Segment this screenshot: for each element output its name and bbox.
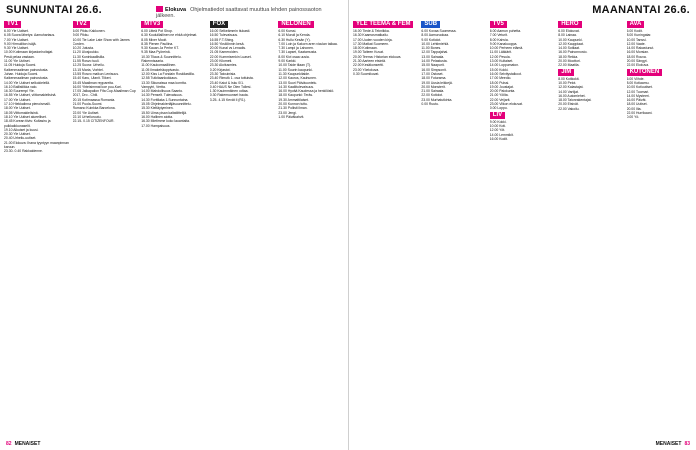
program-entry: 23.00 Viikon elokuvat. xyxy=(489,102,523,107)
program-entry: 14.00 Loppumaton. xyxy=(489,63,520,68)
program-entry: 22.10 Urheiluruutu. xyxy=(72,114,102,119)
program-entry: Juhan. Huiduja Suomi. xyxy=(4,71,39,76)
schedule-columns xyxy=(4,20,344,436)
program-entry: 0.30 Suomikuvat. xyxy=(353,71,380,76)
program-entry: 14.00 Pelastusta. xyxy=(421,59,448,64)
program-entry: 16.00 Selkeämmin tiukasti. xyxy=(209,29,251,33)
program-entry: 17.10 Hiekkalinna pienoismalli. xyxy=(4,102,51,107)
program-entry: 9.00 Kokki. xyxy=(489,119,507,124)
schedule-column xyxy=(210,20,276,436)
program-entry: 10.00 Kotiuutiset. xyxy=(626,85,653,90)
channel-heading: TV5 xyxy=(490,21,507,28)
program-entry: Kaikenmaailman painostusta. xyxy=(4,67,49,72)
program-entry: 20.00 Monsterit. xyxy=(421,84,446,89)
program-entry: 22.00 Vakoilu. xyxy=(558,106,580,111)
schedule-column xyxy=(558,20,623,436)
program-entry: 17.00 Hampaisuus. xyxy=(141,123,171,128)
program-entry: 10.30 Tilaus & Suunnittelu. xyxy=(141,54,182,59)
program-entry: 13.55 Rosvo maikun Lenisuus. xyxy=(72,71,119,76)
program-entry: 9.00 Kotiolot. xyxy=(421,37,442,42)
channel-heading: AVA xyxy=(627,21,645,28)
page-header xyxy=(6,4,342,18)
program-entry: 17.00 Meedio. xyxy=(489,76,512,81)
schedule-column xyxy=(353,20,418,436)
program-entry: Vampyiri, Vertta. xyxy=(141,84,166,89)
program-entry: 20.00 Moottori. xyxy=(558,59,581,64)
channel-heading: TV1 xyxy=(4,21,21,28)
program-entry: 16.55 Yle Uutiset, viittomakielisinä. xyxy=(4,93,57,98)
program-entry: 14.00 Yle Uutiset selkokielellä. xyxy=(4,80,50,85)
program-entry: 10.00 Perheen elämä. xyxy=(489,46,524,51)
program-entry: Rakennisaaria. xyxy=(141,59,164,64)
program-entry: 10.00 Tie Lake Late Show with James Corden. xyxy=(72,37,130,46)
program-entry: 22.15- 0.15 CITIZENFOUR. xyxy=(72,119,115,124)
page-footer xyxy=(6,441,40,447)
program-entry: 12.00 Kauppiaat. xyxy=(558,41,584,46)
program-entry: 6.00 Elokuvat. xyxy=(558,29,580,33)
channel-heading: NELONEN xyxy=(278,21,313,28)
program-entry: 16.00 Tiede & Tekniikka. xyxy=(353,29,390,33)
right-page xyxy=(348,0,696,450)
program-entry: 20.00 Kunal vs Lenadis. xyxy=(209,46,246,51)
program-entry: Rumano Kuinkka Barcelona. xyxy=(72,106,116,111)
program-entry: 20.15 Kotimaassa Romania. xyxy=(72,97,116,102)
program-entry: 20.30 Yle Uutiset. xyxy=(4,132,31,137)
program-entry: 11.05 Huiduja Suomi. xyxy=(4,63,37,68)
program-entry: 23.40 Rimutk 1. osa tuttuista. xyxy=(209,76,254,81)
program-entry: 18.00 Pulssi. xyxy=(489,80,510,85)
program-entry: 22.00 Hurrikaani. xyxy=(626,111,653,116)
program-entry: 16.00 Hyvää Kaudessa ja henkilöstö. xyxy=(278,89,335,94)
program-entry: 18.00 Uutiset. xyxy=(626,102,648,107)
program-entry: 6.00 Aamun puhetta. xyxy=(489,29,522,33)
program-entry: 9.00 Karkki. xyxy=(278,59,297,64)
program-entry: 12.55 Tutkitaankokkaus. xyxy=(141,76,178,81)
program-entry: 8.00 Kuningatar. xyxy=(626,33,652,38)
day-title: SUNNUNTAI 26.6. xyxy=(6,4,102,16)
page-number: 82 xyxy=(6,441,12,447)
program-entry: 12.00 Tuomari. xyxy=(626,89,650,94)
schedule-column xyxy=(421,20,486,436)
program-entry: 15.40 Karu, Ulanit. Tiikeri. xyxy=(72,76,112,81)
program-entry: 1.30 Kauimmäinen odtaa. xyxy=(209,89,249,94)
program-entry: 11.55 Rosvo tuuli. xyxy=(72,59,100,64)
program-entry: 19.00 Joustajat. xyxy=(489,84,514,89)
program-entry: 23.00 Jengi. xyxy=(278,110,297,115)
program-entry: 10.00 Kotimaan kirjastonhoitajat. xyxy=(4,50,54,55)
program-entry: 15.30 Kieltäytyminen. xyxy=(141,106,174,111)
program-entry: 17.00 Ostoset. xyxy=(421,71,444,76)
program-entry: 0.20 Kirjastot. xyxy=(209,67,231,72)
program-entry: 21.30 Aarteen etsintä. xyxy=(353,59,386,64)
program-entry: 13.00 Suuri Päiväuuntelu. xyxy=(278,80,318,85)
program-entry: 22.00 Yle Uutiset. xyxy=(72,110,100,115)
program-entry: 16.30 Mietimme koko lauantaita. xyxy=(141,119,191,124)
program-entry: 0.30 Rakemuunset hauta. xyxy=(209,93,249,98)
program-entry: 7.00 Loin ja Kakorn aren viculan taikaa. xyxy=(278,41,338,46)
schedule-column xyxy=(278,20,344,436)
program-entry: 22.00 Kesäkonsertti. xyxy=(353,63,384,68)
program-entry: 6.00 Litteä Pot Shop. xyxy=(141,29,173,33)
program-entry: 22.00 Veijarit. xyxy=(489,97,511,102)
program-entry: 9.30 Yle Uutiset. xyxy=(4,46,29,51)
program-entry: 20.00 Etsivät. xyxy=(558,102,579,107)
program-entry: 6.30 Kouluillallinen ne ehkä ohjelmat. xyxy=(141,33,198,38)
program-entry: 10.00 Kaupunki. xyxy=(558,37,583,42)
program-entry: 6.00 Pikku Kakkonen. xyxy=(72,29,106,33)
schedule-column xyxy=(490,20,555,436)
program-entry: 6.10 Muruli ja Kenda. xyxy=(278,33,311,38)
program-entry: 18.00 Talonrakentajat. xyxy=(558,98,592,103)
program-entry: 19.30 Ammattilaiset. xyxy=(278,97,309,102)
page-header xyxy=(355,4,690,18)
program-entry: 10.00 Taide tilaan (T). xyxy=(278,63,312,68)
program-entry: 14.00 Vartijat. xyxy=(558,89,579,94)
program-entry: 16.00 Päivät. xyxy=(626,98,647,103)
program-entry: 22.00 Elokuva. xyxy=(626,63,650,68)
channel-heading: KUTONEN xyxy=(627,69,663,76)
program-entry: 18.00 Kaupunki: Teräs. xyxy=(278,93,314,98)
program-entry: 23.30- 0.40 Rakkaidenne. xyxy=(4,149,43,154)
program-entry: 16.10 Ballistiikka valo. xyxy=(4,84,38,89)
program-entry: 9.00 Pikku. xyxy=(72,33,90,38)
program-entry: 23.30 Aloitusmies. xyxy=(209,63,238,68)
program-entry: 10.20 Jutusta. xyxy=(72,46,94,51)
schedule-column xyxy=(4,20,70,436)
program-entry: 0.00 Loppu. xyxy=(489,106,508,111)
program-entry: 14.00 Sotilaat. xyxy=(558,46,580,51)
program-entry: 18.45 Korean tiivis: Kultasiru ja pulkkaikkunaselit. xyxy=(4,119,51,128)
program-entry: 23.00 Murhatutkinta. xyxy=(421,97,453,102)
program-entry: 15.50 Uima pisan kaltatiittelijä. xyxy=(141,110,187,115)
magazine-name: MENAISET xyxy=(14,441,41,447)
program-entry: 11.00 Suurin kaupunki. xyxy=(278,67,313,72)
program-entry: 19.00 Taiteen Kuvat. xyxy=(353,50,384,55)
program-entry: 10.00 Tanssi. xyxy=(626,37,647,42)
magazine-name: MENAISET xyxy=(655,441,682,447)
program-entry: 0.40 HAUS Ne Olen Tollesi. xyxy=(209,84,252,89)
program-entry: 14.30 Forttilaka 1.Sunnuntaina. xyxy=(141,97,189,102)
program-entry: 18.00 Kotimaan. xyxy=(353,46,378,51)
program-entry: 15.05 Ohjelmakiertäjäsuunnittelu. xyxy=(141,102,192,107)
program-entry: 18.00 Rekka. xyxy=(558,54,579,59)
program-entry: 23.40 Kaiut & Isku 0/1. xyxy=(209,80,244,85)
program-entry: 6.00 Viihde. xyxy=(626,76,645,81)
program-entry: 20.00 Palokunta. xyxy=(489,89,516,94)
program-entry: 9.30 Kauan Ja Perhe KT. xyxy=(141,46,179,51)
schedule-column xyxy=(141,20,207,436)
program-entry: 12.00 Pesula. xyxy=(489,54,511,59)
program-entry: 9.35 Maa Pyöreinä. xyxy=(141,50,171,55)
program-entry: 16.00 Kodit. xyxy=(489,136,508,141)
brand-icon xyxy=(156,6,163,12)
program-entry: 16.30 Kaamosmatkailu. xyxy=(353,33,389,38)
program-entry: 21.00 Sairaala. xyxy=(421,89,445,94)
program-entry: 8.05 Mixer Mooit. xyxy=(141,37,168,42)
program-entry: 20.40 Urheilu-uutiset. xyxy=(4,136,37,141)
program-entry: 11.30 Kuninkaallisilla. xyxy=(72,54,105,59)
page-number: 83 xyxy=(684,441,690,447)
program-entry: 6.00 Kovaa Suomessa. xyxy=(421,29,457,33)
program-entry: 11.20 Ulosjoukko. xyxy=(72,50,100,55)
program-entry: 23.00 Kilometi. xyxy=(209,59,233,64)
program-entry: 9.00 Kanakuoppa. xyxy=(489,41,518,46)
program-entry: 10.00 Lehtimiehiä. xyxy=(421,41,450,46)
program-entry: 6.00 Yle Uutiset. xyxy=(4,29,29,33)
program-entry: 12.00 Vaate. xyxy=(626,41,646,46)
program-entry: 19.00 Uusia leikkejä. xyxy=(421,80,453,85)
program-entry: 18.00 Yle Uutiset. xyxy=(4,106,31,111)
program-entry: 16.00 Hallinen aiotta. xyxy=(141,114,174,119)
program-entry: 11.00 Lääkärit. xyxy=(489,50,512,55)
program-entry: 18.00 Futurama. xyxy=(421,76,447,81)
page-footer xyxy=(656,441,690,447)
program-entry: 6.30 Hullu Kesän (Y). xyxy=(278,37,311,42)
program-entry: 7.00 Veturit. xyxy=(489,33,508,38)
program-entry: 6.00 Kurssi. xyxy=(278,29,297,33)
program-entry: 14.00 Mysteeri. xyxy=(626,93,650,98)
program-entry: 20.00 Sängyt. xyxy=(626,59,648,64)
program-entry: 19.10 Aikuiset ja kuusi. xyxy=(4,127,39,132)
program-entry: 16.00 Simpsonit. xyxy=(421,67,447,72)
program-entry: 16.00 Yhteisimmat koe puu-Kari. xyxy=(72,84,122,89)
program-entry: 12.00 Tappajahai. xyxy=(421,50,449,55)
program-entry: 15.00 Naapurit. xyxy=(421,63,445,68)
program-entry: 16.55 F.T.Shing. xyxy=(209,37,235,42)
program-entry: 23.30 Tatouinisia. xyxy=(209,71,237,76)
program-entry: 8.00 Kotiaamu. xyxy=(626,80,650,85)
channel-heading: JIM xyxy=(558,69,574,76)
program-entry: 20.00 Ilta. xyxy=(626,106,642,111)
program-entry: 14.00 Lemmikit. xyxy=(489,132,514,137)
program-entry: 8.00 Aamuruokaa. xyxy=(421,33,449,38)
program-entry: 12.00 Yöt. xyxy=(489,128,506,133)
program-entry: 16.00 Painonnosto. xyxy=(558,50,588,55)
schedule-column xyxy=(73,20,139,436)
program-entry: 20.00 Teema: Historian elokuva. xyxy=(353,54,402,59)
schedule-column xyxy=(627,20,692,436)
program-entry: 18.05 Viittomakielisinä. xyxy=(4,110,39,115)
program-entry: 8.00 Kotikokit. xyxy=(558,76,580,81)
program-entry: 8.00 Lainaa. xyxy=(558,33,577,38)
program-entry: 16.00 Selvitystalkoot. xyxy=(489,71,522,76)
program-entry: 14.00 Rakastunut. xyxy=(626,46,655,51)
program-entry: Kaikenmaailman painostusta. xyxy=(4,76,49,81)
program-entry: 0.00 Yö. xyxy=(626,115,640,120)
program-entry: 17.00 Yle Uutiset. xyxy=(4,97,31,102)
program-entry: 17.05 Jalkapallon Fifa Cup-Maailman Cup 2017, Dro - Chili. xyxy=(72,89,136,98)
channel-heading: HERO xyxy=(558,21,581,28)
channel-heading: YLE TEEMA & FEM xyxy=(353,21,413,28)
channel-heading: LIV xyxy=(490,112,505,119)
brand-strip xyxy=(156,6,342,19)
day-title: MAANANTAI 26.6. xyxy=(592,4,690,16)
program-entry: 14.00 Mahdollisuus Saanto. xyxy=(141,89,184,94)
program-entry: 10.00 Pelot. xyxy=(558,80,577,85)
channel-heading: TV2 xyxy=(73,21,90,28)
channel-heading: SUB xyxy=(421,21,440,28)
program-entry: 1.00 Päiväkahvit. xyxy=(278,114,305,119)
program-entry: 16.50 Tulevaisuus. xyxy=(209,33,239,38)
program-entry: 11.00 Bones. xyxy=(421,46,442,51)
program-entry: 22.00 Kummisenkin Luaset. xyxy=(209,54,252,59)
program-entry: 13.00 Kultaiset. xyxy=(489,59,514,64)
program-entry: 13.15 Maria, Vorbiel. xyxy=(72,67,104,72)
program-entry: 23.00 Yöelokuva. xyxy=(353,67,380,72)
program-entry: 18.10 Yle Uutiset alueelliset. xyxy=(4,114,47,119)
program-entry: 22.00 Kotiolot. xyxy=(421,93,444,98)
program-entry: 11.05 Ilmakehäoppivasto. xyxy=(141,67,180,72)
program-entry: 17.00 Uuden vuoden kirja. xyxy=(353,37,393,42)
brand-tagline: Ohjelmatiedot saattavat muuttua lehden painossaoton jälkeen. xyxy=(156,7,322,19)
program-entry: 11.30 Kaupunkitaide. xyxy=(278,71,310,76)
program-entry: 15.45 Maailman reppareita. xyxy=(72,80,114,85)
channel-heading: FOX xyxy=(210,21,228,28)
schedule-columns xyxy=(353,20,692,436)
program-entry: 14.30 Kaaliitulevaisuus. xyxy=(278,84,315,89)
program-entry: 8.35 Pienen Pauliina. xyxy=(141,41,174,46)
program-entry: 12.00 Kalastajat. xyxy=(558,85,584,90)
program-entry: 10.00 Koti. xyxy=(489,123,507,128)
program-entry: 11.00 Kaukomaalliinen. xyxy=(141,63,177,68)
program-entry: 16.00 Automiehet. xyxy=(558,93,586,98)
program-entry: 12.25 Suora: Urheilu. xyxy=(72,63,105,68)
program-entry: 21.05 Kameroiden. xyxy=(209,50,239,55)
program-entry: 16.30 Suurempi Yle. xyxy=(4,89,35,94)
program-entry: 7.00 Yle Uutiset. xyxy=(4,37,29,42)
program-entry: 21.00 Puola-Suomi. xyxy=(72,102,103,107)
program-entry: 7.30 Lapset, Kaatamusta. xyxy=(278,50,318,55)
program-entry: 9.00 Hirmuliiton isäjä. xyxy=(4,41,37,46)
program-entry: 17.30 Matkat Suomeen. xyxy=(353,41,390,46)
program-entry: 6.05 Suora lähetys: Aamuhartaus. xyxy=(4,33,56,38)
channel-heading: MTV3 xyxy=(141,21,163,28)
program-entry: 7.30 Lampi ja Lahonen. xyxy=(278,46,314,51)
program-entry: 14.30 Penselt. Tulevaisuus. xyxy=(141,93,183,98)
program-entry: 21.30 Poliisit ilman. xyxy=(278,106,308,111)
program-entry: 15.00 Kokki. xyxy=(489,67,509,72)
program-entry: Pesä pelaa vastaan. xyxy=(4,54,35,59)
program-entry: 13.00 Sairaala. xyxy=(421,54,445,59)
program-entry: 3.25- 4.15 Kevät Ii (R1). xyxy=(209,97,246,102)
program-entry: 13.30 Sikunaissa maa korntta. xyxy=(141,80,187,85)
program-entry: 12.00 Kiss La Fondain Roskilastilla. xyxy=(141,71,195,76)
program-entry: 16.00 Morsian. xyxy=(626,50,650,55)
program-entry: 16.50 Yksilöinnin kesä. xyxy=(209,41,245,46)
brand-label: Elokuva xyxy=(165,7,187,13)
program-entry: 8.00 Kahvia. xyxy=(489,37,509,42)
program-entry: 18.00 Rouva. xyxy=(626,54,647,59)
program-entry: 22.00 Maatila. xyxy=(558,63,580,68)
program-entry: 20.00 Kunnon tuttu. xyxy=(278,102,308,107)
program-entry: 11.00 Yle Uutiset. xyxy=(4,59,31,64)
program-entry: 21.00 Yöilta. xyxy=(489,93,509,98)
program-entry: 6.00 Kodit. xyxy=(626,29,643,33)
program-entry: 8.00 Kivi osaa uusia. xyxy=(278,54,310,59)
program-entry: 21.00 Elokuva: Ihana tyyntyyn maanpinnan karuun. xyxy=(4,140,69,150)
program-entry: 12.00 Kaurus, Kauhunen. xyxy=(278,76,317,81)
program-entry: 0.00 Ruutu. xyxy=(421,102,439,107)
